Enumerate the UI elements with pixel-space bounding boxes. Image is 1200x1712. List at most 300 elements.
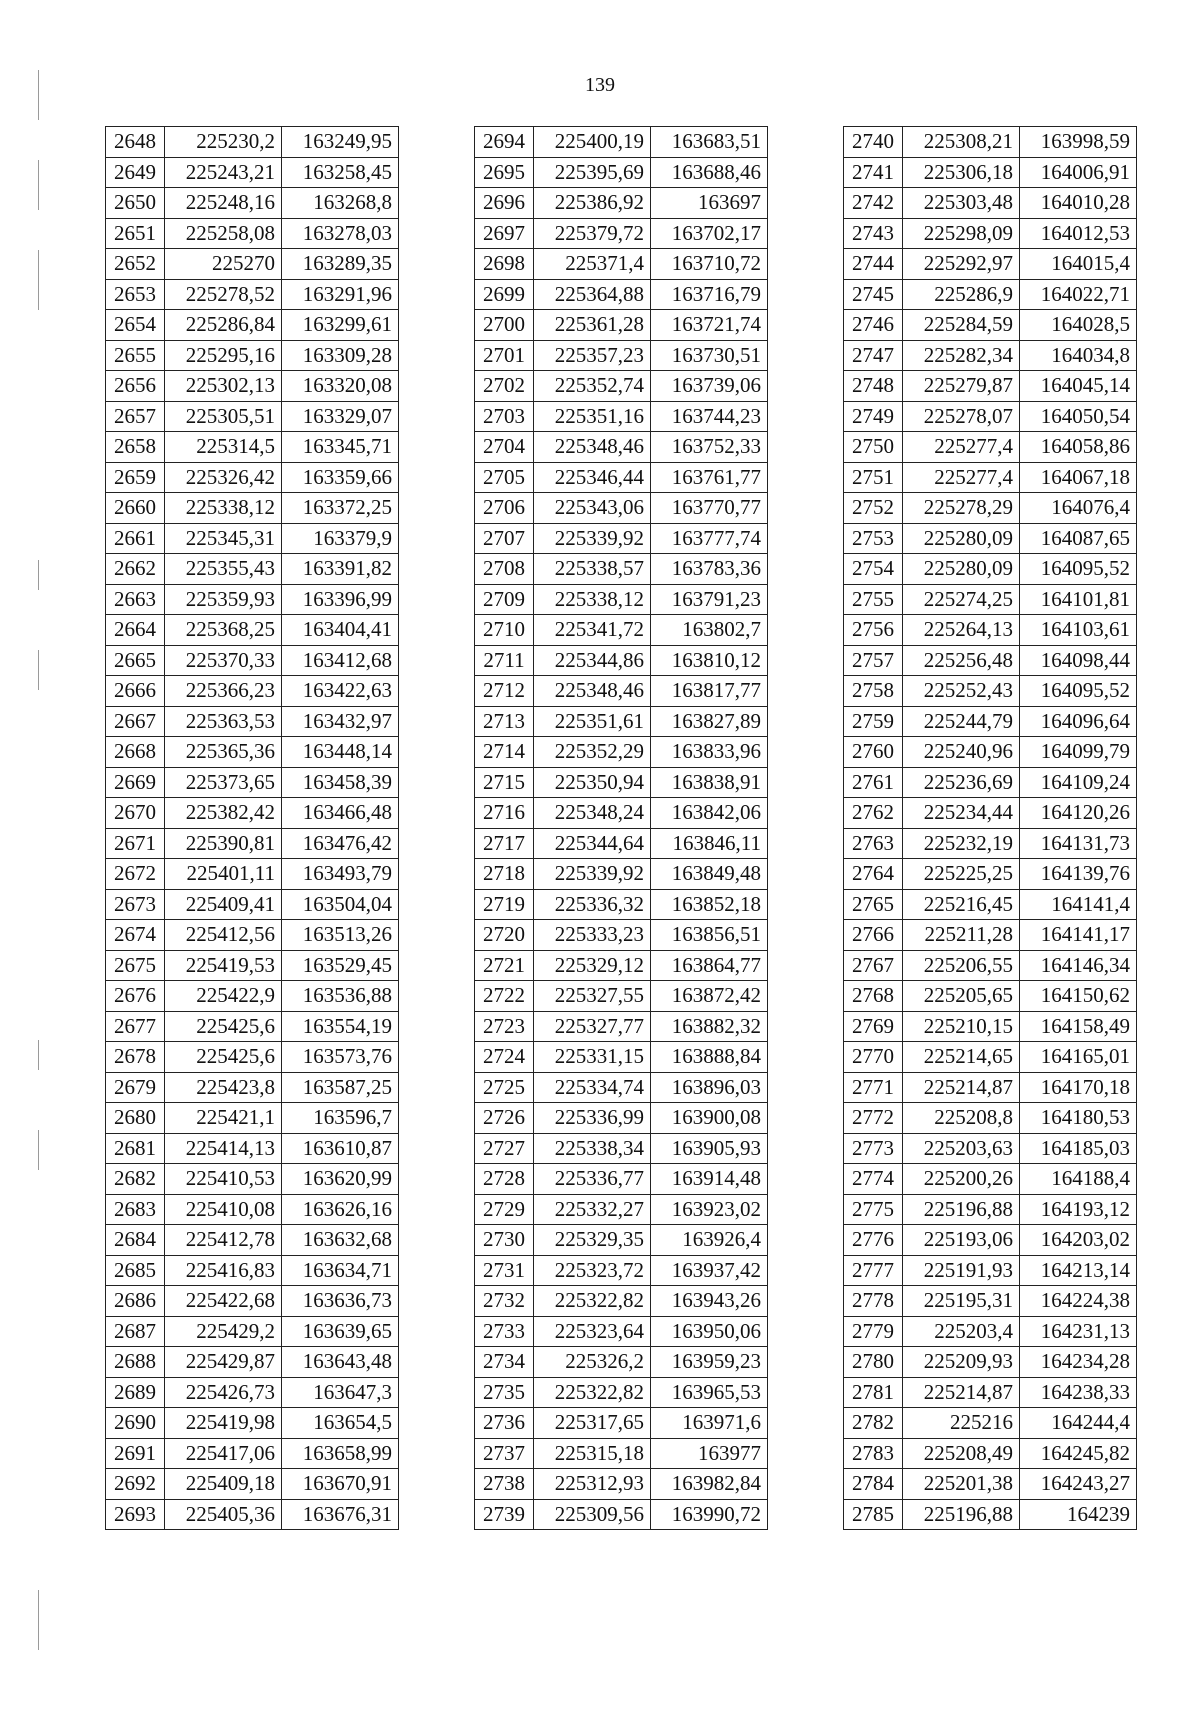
y-coordinate-cell: 163761,77	[651, 462, 768, 493]
x-coordinate-cell: 225425,6	[165, 1011, 282, 1042]
table-row	[106, 401, 399, 432]
y-coordinate-cell: 164243,27	[1020, 1469, 1137, 1500]
y-coordinate-cell: 164099,79	[1020, 737, 1137, 768]
table-row	[475, 1133, 768, 1164]
table-row	[475, 493, 768, 524]
y-coordinate-cell: 164096,64	[1020, 706, 1137, 737]
x-coordinate-cell: 225208,49	[903, 1438, 1020, 1469]
point-number-cell: 2677	[106, 1011, 165, 1042]
x-coordinate-cell: 225214,87	[903, 1377, 1020, 1408]
x-coordinate-cell: 225409,41	[165, 889, 282, 920]
point-number-cell: 2655	[106, 340, 165, 371]
point-number-cell: 2656	[106, 371, 165, 402]
point-number-cell: 2660	[106, 493, 165, 524]
y-coordinate-cell: 163573,76	[282, 1042, 399, 1073]
x-coordinate-cell: 225339,92	[534, 859, 651, 890]
point-number-cell: 2703	[475, 401, 534, 432]
y-coordinate-cell: 163697	[651, 188, 768, 219]
scan-margin-line	[38, 560, 40, 590]
x-coordinate-cell: 225280,09	[903, 523, 1020, 554]
y-coordinate-cell: 163710,72	[651, 249, 768, 280]
y-coordinate-cell: 163744,23	[651, 401, 768, 432]
point-number-cell: 2730	[475, 1225, 534, 1256]
y-coordinate-cell: 163289,35	[282, 249, 399, 280]
table-row	[106, 981, 399, 1012]
point-number-cell: 2701	[475, 340, 534, 371]
table-row	[106, 1103, 399, 1134]
point-number-cell: 2681	[106, 1133, 165, 1164]
point-number-cell: 2696	[475, 188, 534, 219]
x-coordinate-cell: 225338,12	[534, 584, 651, 615]
table-row	[475, 1347, 768, 1378]
table-row	[844, 1347, 1137, 1378]
table-row	[844, 1499, 1137, 1530]
y-coordinate-cell: 163905,93	[651, 1133, 768, 1164]
table-row	[844, 1408, 1137, 1439]
table-row	[106, 1225, 399, 1256]
x-coordinate-cell: 225216,45	[903, 889, 1020, 920]
x-coordinate-cell: 225422,9	[165, 981, 282, 1012]
y-coordinate-cell: 163852,18	[651, 889, 768, 920]
table-row	[844, 950, 1137, 981]
x-coordinate-cell: 225282,34	[903, 340, 1020, 371]
point-number-cell: 2661	[106, 523, 165, 554]
table-row	[475, 1438, 768, 1469]
table-row	[844, 462, 1137, 493]
x-coordinate-cell: 225345,31	[165, 523, 282, 554]
x-coordinate-cell: 225225,25	[903, 859, 1020, 890]
point-number-cell: 2671	[106, 828, 165, 859]
point-number-cell: 2772	[844, 1103, 903, 1134]
table-row	[844, 1194, 1137, 1225]
x-coordinate-cell: 225336,32	[534, 889, 651, 920]
table-row	[106, 218, 399, 249]
x-coordinate-cell: 225209,93	[903, 1347, 1020, 1378]
y-coordinate-cell: 163923,02	[651, 1194, 768, 1225]
table-row	[475, 401, 768, 432]
y-coordinate-cell: 163476,42	[282, 828, 399, 859]
point-number-cell: 2771	[844, 1072, 903, 1103]
table-row	[844, 1255, 1137, 1286]
x-coordinate-cell: 225327,55	[534, 981, 651, 1012]
point-number-cell: 2765	[844, 889, 903, 920]
y-coordinate-cell: 163458,39	[282, 767, 399, 798]
x-coordinate-cell: 225336,99	[534, 1103, 651, 1134]
x-coordinate-cell: 225191,93	[903, 1255, 1020, 1286]
point-number-cell: 2689	[106, 1377, 165, 1408]
table-row	[475, 584, 768, 615]
y-coordinate-cell: 163810,12	[651, 645, 768, 676]
table-row	[106, 1347, 399, 1378]
table-row	[106, 1042, 399, 1073]
point-number-cell: 2651	[106, 218, 165, 249]
point-number-cell: 2704	[475, 432, 534, 463]
point-number-cell: 2664	[106, 615, 165, 646]
table-row	[106, 462, 399, 493]
table-row	[106, 706, 399, 737]
x-coordinate-cell: 225196,88	[903, 1499, 1020, 1530]
scan-margin-line	[38, 650, 40, 690]
y-coordinate-cell: 164238,33	[1020, 1377, 1137, 1408]
y-coordinate-cell: 163379,9	[282, 523, 399, 554]
point-number-cell: 2686	[106, 1286, 165, 1317]
x-coordinate-cell: 225256,48	[903, 645, 1020, 676]
scan-margin-line	[38, 70, 40, 120]
point-number-cell: 2757	[844, 645, 903, 676]
x-coordinate-cell: 225355,43	[165, 554, 282, 585]
table-row	[106, 432, 399, 463]
x-coordinate-cell: 225203,63	[903, 1133, 1020, 1164]
x-coordinate-cell: 225323,72	[534, 1255, 651, 1286]
y-coordinate-cell: 163683,51	[651, 127, 768, 158]
y-coordinate-cell: 164098,44	[1020, 645, 1137, 676]
point-number-cell: 2740	[844, 127, 903, 158]
y-coordinate-cell: 164120,26	[1020, 798, 1137, 829]
x-coordinate-cell: 225357,23	[534, 340, 651, 371]
x-coordinate-cell: 225210,15	[903, 1011, 1020, 1042]
table-row	[106, 1011, 399, 1042]
x-coordinate-cell: 225201,38	[903, 1469, 1020, 1500]
x-coordinate-cell: 225280,09	[903, 554, 1020, 585]
y-coordinate-cell: 163466,48	[282, 798, 399, 829]
y-coordinate-cell: 163422,63	[282, 676, 399, 707]
x-coordinate-cell: 225425,6	[165, 1042, 282, 1073]
table-row	[475, 340, 768, 371]
y-coordinate-cell: 163846,11	[651, 828, 768, 859]
x-coordinate-cell: 225278,29	[903, 493, 1020, 524]
table-row	[106, 1377, 399, 1408]
x-coordinate-cell: 225352,74	[534, 371, 651, 402]
point-number-cell: 2737	[475, 1438, 534, 1469]
y-coordinate-cell: 163554,19	[282, 1011, 399, 1042]
x-coordinate-cell: 225240,96	[903, 737, 1020, 768]
x-coordinate-cell: 225322,82	[534, 1286, 651, 1317]
x-coordinate-cell: 225258,08	[165, 218, 282, 249]
x-coordinate-cell: 225284,59	[903, 310, 1020, 341]
point-number-cell: 2761	[844, 767, 903, 798]
y-coordinate-cell: 164141,17	[1020, 920, 1137, 951]
y-coordinate-cell: 163647,3	[282, 1377, 399, 1408]
table-row	[844, 889, 1137, 920]
y-coordinate-cell: 163842,06	[651, 798, 768, 829]
table-row	[844, 1286, 1137, 1317]
x-coordinate-cell: 225278,07	[903, 401, 1020, 432]
y-coordinate-cell: 163827,89	[651, 706, 768, 737]
y-coordinate-cell: 163291,96	[282, 279, 399, 310]
x-coordinate-cell: 225277,4	[903, 462, 1020, 493]
x-coordinate-cell: 225333,23	[534, 920, 651, 951]
y-coordinate-cell: 163716,79	[651, 279, 768, 310]
table-row	[475, 767, 768, 798]
x-coordinate-cell: 225200,26	[903, 1164, 1020, 1195]
table-row	[106, 615, 399, 646]
point-number-cell: 2653	[106, 279, 165, 310]
table-row	[475, 1408, 768, 1439]
table-row	[106, 279, 399, 310]
y-coordinate-cell: 163359,66	[282, 462, 399, 493]
point-number-cell: 2749	[844, 401, 903, 432]
x-coordinate-cell: 225338,34	[534, 1133, 651, 1164]
y-coordinate-cell: 164006,91	[1020, 157, 1137, 188]
x-coordinate-cell: 225308,21	[903, 127, 1020, 158]
point-number-cell: 2763	[844, 828, 903, 859]
y-coordinate-cell: 163770,77	[651, 493, 768, 524]
table-row	[475, 310, 768, 341]
point-number-cell: 2783	[844, 1438, 903, 1469]
y-coordinate-cell: 164165,01	[1020, 1042, 1137, 1073]
point-number-cell: 2744	[844, 249, 903, 280]
table-row	[106, 950, 399, 981]
x-coordinate-cell: 225322,82	[534, 1377, 651, 1408]
y-coordinate-cell: 163536,88	[282, 981, 399, 1012]
point-number-cell: 2773	[844, 1133, 903, 1164]
table-row	[106, 737, 399, 768]
y-coordinate-cell: 163849,48	[651, 859, 768, 890]
y-coordinate-cell: 163345,71	[282, 432, 399, 463]
y-coordinate-cell: 163299,61	[282, 310, 399, 341]
point-number-cell: 2720	[475, 920, 534, 951]
table-row	[844, 493, 1137, 524]
table-row	[475, 1499, 768, 1530]
x-coordinate-cell: 225370,33	[165, 645, 282, 676]
y-coordinate-cell: 164131,73	[1020, 828, 1137, 859]
y-coordinate-cell: 163802,7	[651, 615, 768, 646]
x-coordinate-cell: 225359,93	[165, 584, 282, 615]
table-row	[106, 249, 399, 280]
table-row	[844, 1133, 1137, 1164]
x-coordinate-cell: 225234,44	[903, 798, 1020, 829]
scan-margin-line	[38, 1590, 40, 1650]
point-number-cell: 2658	[106, 432, 165, 463]
table-row	[844, 676, 1137, 707]
table-row	[106, 157, 399, 188]
table-row	[475, 615, 768, 646]
coordinate-table-3	[843, 126, 1137, 1530]
x-coordinate-cell: 225346,44	[534, 462, 651, 493]
x-coordinate-cell: 225286,9	[903, 279, 1020, 310]
point-number-cell: 2747	[844, 340, 903, 371]
y-coordinate-cell: 163943,26	[651, 1286, 768, 1317]
y-coordinate-cell: 163838,91	[651, 767, 768, 798]
x-coordinate-cell: 225292,97	[903, 249, 1020, 280]
y-coordinate-cell: 164188,4	[1020, 1164, 1137, 1195]
x-coordinate-cell: 225252,43	[903, 676, 1020, 707]
table-row	[475, 889, 768, 920]
point-number-cell: 2702	[475, 371, 534, 402]
point-number-cell: 2668	[106, 737, 165, 768]
table-row	[106, 676, 399, 707]
x-coordinate-cell: 225351,16	[534, 401, 651, 432]
point-number-cell: 2778	[844, 1286, 903, 1317]
point-number-cell: 2657	[106, 401, 165, 432]
point-number-cell: 2739	[475, 1499, 534, 1530]
point-number-cell: 2670	[106, 798, 165, 829]
table-row	[844, 1438, 1137, 1469]
y-coordinate-cell: 163721,74	[651, 310, 768, 341]
table-row	[475, 1072, 768, 1103]
point-number-cell: 2769	[844, 1011, 903, 1042]
x-coordinate-cell: 225230,2	[165, 127, 282, 158]
point-number-cell: 2685	[106, 1255, 165, 1286]
table-row	[106, 1499, 399, 1530]
table-row	[844, 767, 1137, 798]
y-coordinate-cell: 163856,51	[651, 920, 768, 951]
table-row	[475, 279, 768, 310]
x-coordinate-cell: 225422,68	[165, 1286, 282, 1317]
x-coordinate-cell: 225401,11	[165, 859, 282, 890]
x-coordinate-cell: 225243,21	[165, 157, 282, 188]
table-row	[475, 1011, 768, 1042]
x-coordinate-cell: 225203,4	[903, 1316, 1020, 1347]
table-row	[844, 279, 1137, 310]
y-coordinate-cell: 163504,04	[282, 889, 399, 920]
x-coordinate-cell: 225214,65	[903, 1042, 1020, 1073]
x-coordinate-cell: 225205,65	[903, 981, 1020, 1012]
point-number-cell: 2777	[844, 1255, 903, 1286]
x-coordinate-cell: 225344,64	[534, 828, 651, 859]
x-coordinate-cell: 225326,2	[534, 1347, 651, 1378]
table-row	[106, 1164, 399, 1195]
x-coordinate-cell: 225334,74	[534, 1072, 651, 1103]
point-number-cell: 2759	[844, 706, 903, 737]
point-number-cell: 2676	[106, 981, 165, 1012]
table-row	[106, 1438, 399, 1469]
point-number-cell: 2683	[106, 1194, 165, 1225]
point-number-cell: 2755	[844, 584, 903, 615]
point-number-cell: 2727	[475, 1133, 534, 1164]
table-row	[475, 1225, 768, 1256]
x-coordinate-cell: 225305,51	[165, 401, 282, 432]
x-coordinate-cell: 225352,29	[534, 737, 651, 768]
point-number-cell: 2707	[475, 523, 534, 554]
x-coordinate-cell: 225277,4	[903, 432, 1020, 463]
point-number-cell: 2700	[475, 310, 534, 341]
table-row	[475, 157, 768, 188]
table-row	[106, 1408, 399, 1439]
x-coordinate-cell: 225390,81	[165, 828, 282, 859]
point-number-cell: 2728	[475, 1164, 534, 1195]
point-number-cell: 2724	[475, 1042, 534, 1073]
x-coordinate-cell: 225409,18	[165, 1469, 282, 1500]
x-coordinate-cell: 225315,18	[534, 1438, 651, 1469]
point-number-cell: 2743	[844, 218, 903, 249]
x-coordinate-cell: 225412,56	[165, 920, 282, 951]
point-number-cell: 2682	[106, 1164, 165, 1195]
table-row	[844, 340, 1137, 371]
point-number-cell: 2705	[475, 462, 534, 493]
x-coordinate-cell: 225365,36	[165, 737, 282, 768]
y-coordinate-cell: 163639,65	[282, 1316, 399, 1347]
y-coordinate-cell: 163990,72	[651, 1499, 768, 1530]
x-coordinate-cell: 225348,46	[534, 676, 651, 707]
table-row	[475, 1377, 768, 1408]
x-coordinate-cell: 225416,83	[165, 1255, 282, 1286]
table-row	[844, 127, 1137, 158]
table-row	[106, 1469, 399, 1500]
table-row	[475, 676, 768, 707]
y-coordinate-cell: 163872,42	[651, 981, 768, 1012]
y-coordinate-cell: 164095,52	[1020, 554, 1137, 585]
y-coordinate-cell: 163971,6	[651, 1408, 768, 1439]
y-coordinate-cell: 163610,87	[282, 1133, 399, 1164]
point-number-cell: 2775	[844, 1194, 903, 1225]
x-coordinate-cell: 225379,72	[534, 218, 651, 249]
table-row	[844, 1011, 1137, 1042]
point-number-cell: 2733	[475, 1316, 534, 1347]
point-number-cell: 2781	[844, 1377, 903, 1408]
x-coordinate-cell: 225286,84	[165, 310, 282, 341]
y-coordinate-cell: 163752,33	[651, 432, 768, 463]
y-coordinate-cell: 163329,07	[282, 401, 399, 432]
y-coordinate-cell: 163587,25	[282, 1072, 399, 1103]
table-row	[475, 462, 768, 493]
point-number-cell: 2709	[475, 584, 534, 615]
x-coordinate-cell: 225329,35	[534, 1225, 651, 1256]
y-coordinate-cell: 164239	[1020, 1499, 1137, 1530]
table-row	[475, 828, 768, 859]
point-number-cell: 2669	[106, 767, 165, 798]
point-number-cell: 2721	[475, 950, 534, 981]
y-coordinate-cell: 164234,28	[1020, 1347, 1137, 1378]
table-row	[475, 1286, 768, 1317]
point-number-cell: 2659	[106, 462, 165, 493]
y-coordinate-cell: 163396,99	[282, 584, 399, 615]
point-number-cell: 2760	[844, 737, 903, 768]
x-coordinate-cell: 225332,27	[534, 1194, 651, 1225]
table-row	[475, 1255, 768, 1286]
x-coordinate-cell: 225327,77	[534, 1011, 651, 1042]
x-coordinate-cell: 225386,92	[534, 188, 651, 219]
y-coordinate-cell: 164101,81	[1020, 584, 1137, 615]
x-coordinate-cell: 225295,16	[165, 340, 282, 371]
x-coordinate-cell: 225306,18	[903, 157, 1020, 188]
table-row	[106, 859, 399, 890]
y-coordinate-cell: 163320,08	[282, 371, 399, 402]
y-coordinate-cell: 163670,91	[282, 1469, 399, 1500]
y-coordinate-cell: 163432,97	[282, 706, 399, 737]
coordinate-table-2	[474, 126, 768, 1530]
point-number-cell: 2675	[106, 950, 165, 981]
table-row	[475, 645, 768, 676]
y-coordinate-cell: 163643,48	[282, 1347, 399, 1378]
y-coordinate-cell: 164022,71	[1020, 279, 1137, 310]
table-row	[106, 1194, 399, 1225]
x-coordinate-cell: 225302,13	[165, 371, 282, 402]
table-row	[475, 920, 768, 951]
table-row	[844, 1469, 1137, 1500]
point-number-cell: 2716	[475, 798, 534, 829]
point-number-cell: 2688	[106, 1347, 165, 1378]
table-row	[475, 523, 768, 554]
point-number-cell: 2741	[844, 157, 903, 188]
y-coordinate-cell: 164045,14	[1020, 371, 1137, 402]
y-coordinate-cell: 164050,54	[1020, 401, 1137, 432]
table-row	[106, 889, 399, 920]
table-row	[844, 645, 1137, 676]
table-row	[106, 1133, 399, 1164]
y-coordinate-cell: 163777,74	[651, 523, 768, 554]
y-coordinate-cell: 163596,7	[282, 1103, 399, 1134]
table-row	[844, 401, 1137, 432]
table-row	[475, 706, 768, 737]
table-row	[844, 1377, 1137, 1408]
table-row	[475, 249, 768, 280]
point-number-cell: 2750	[844, 432, 903, 463]
y-coordinate-cell: 164245,82	[1020, 1438, 1137, 1469]
point-number-cell: 2762	[844, 798, 903, 829]
point-number-cell: 2697	[475, 218, 534, 249]
table-row	[475, 1164, 768, 1195]
